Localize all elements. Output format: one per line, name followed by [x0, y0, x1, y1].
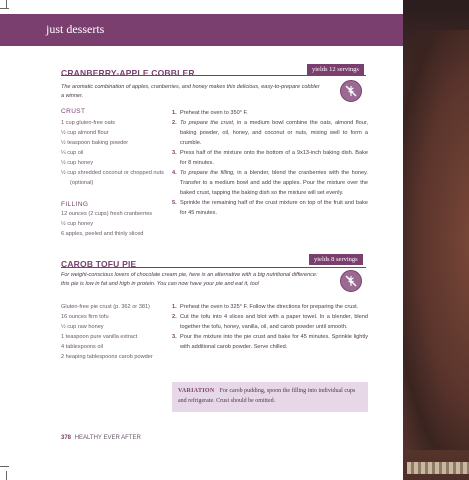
method-step: 1. Preheat the oven to 325° F. Follow the directions for preparing the crust. — [172, 304, 359, 310]
gluten-free-icon — [340, 80, 362, 102]
ingredient-item: 1 cup gluten-free oats — [61, 120, 116, 126]
ingredient-list — [61, 118, 167, 188]
ingredient-item: 6 apples, peeled and thinly sliced — [61, 231, 144, 237]
ingredient-item: ½ teaspoon baking powder — [61, 140, 129, 146]
method-step: 4. To prepare the filling, in a blender, blend the cranberries with the honey. Transfer to a medium bowl and add the apples. Pour the mixture over the baked crust, tapping the baking dish so the mixture will set evenly. — [172, 170, 368, 196]
yields-badge: yields 8 servings — [309, 254, 363, 265]
book-title: HEALTHY EVER AFTER — [74, 435, 141, 441]
method-step: 3. Pour the mixture into the pie crust and bake for 45 minutes. Sprinkle lightly with additional carob powder. Serve chilled. — [172, 334, 368, 350]
recipe-title: CAROB TOFU PIE — [61, 259, 137, 269]
ingredient-heading: CRUST — [61, 108, 86, 115]
ingredient-item: ¼ cup oil — [61, 150, 84, 156]
ingredient-list — [61, 302, 167, 362]
crop-mark — [6, 471, 7, 480]
yields-badge: yields 12 servings — [307, 64, 364, 75]
ingredient-item: 2 heaping tablespoons carob powder — [61, 354, 153, 360]
pie-rim — [407, 462, 469, 474]
ingredient-item: ½ cup shredded coconut or chopped nuts (optional) — [61, 170, 164, 186]
pie-photo — [403, 0, 469, 480]
ingredient-item: ½ cup honey — [61, 221, 94, 227]
crop-mark — [0, 466, 9, 467]
ingredient-item: 4 tablespoons oil — [61, 344, 103, 350]
ingredient-item: ½ cup raw honey — [61, 324, 104, 330]
method-step: 2. To prepare the crust, in a medium bowl combine the oats, almond flour, baking powder, oil, honey, and coconut or nuts, mixing well to form a crumble. — [172, 120, 368, 146]
ingredient-item: 16 ounces firm tofu — [61, 314, 109, 320]
method-step: 1. Preheat the oven to 350° F. — [172, 110, 248, 116]
page-number: 378 — [61, 435, 72, 441]
ingredient-item: 1 teaspoon pure vanilla extract — [61, 334, 138, 340]
gluten-free-icon — [340, 270, 362, 292]
ingredient-list — [61, 209, 167, 239]
section-title: just desserts — [46, 22, 105, 36]
page-footer — [61, 435, 141, 441]
variation-box — [172, 382, 368, 412]
ingredient-heading: FILLING — [61, 201, 89, 208]
method-step: 5. Sprinkle the remaining half of the crust mixture on top of the fruit and bake for 45 minutes. — [172, 200, 368, 216]
pie-crust-shading — [403, 30, 469, 450]
method-step: 2. Cut the tofu into 4 slices and blot with a paper towel. In a blender, blend together the tofu, honey, vanilla, oil, and carob powder until smooth. — [172, 314, 368, 330]
variation-text: For carob pudding, spoon the filling into individual cups and refrigerate. Crust should be omitted. — [178, 388, 356, 404]
method-steps — [172, 302, 368, 352]
ingredient-item: ½ cup almond flour — [61, 130, 109, 136]
ingredient-item: Gluten-free pie crust (p. 362 or 381) — [61, 304, 150, 310]
recipe-intro: The aromatic combination of apples, cranberries, and honey makes this delicious, easy-to-prepare cobbler a winner. — [61, 84, 320, 99]
recipe-title: CRANBERRY-APPLE COBBLER — [61, 68, 195, 78]
crop-mark — [0, 8, 9, 9]
ingredient-item: ½ cup honey — [61, 160, 94, 166]
method-steps — [172, 108, 368, 218]
ingredient-item: 12 ounces (2 cups) fresh cranberries — [61, 211, 153, 217]
recipe-intro: For weight-conscious lovers of chocolate cream pie, here is an alternative with a big nutritional difference: this pie is low in fat and high in protein. You can now have your pie and eat it, too! — [61, 272, 318, 287]
method-step: 3. Press half of the mixture onto the bottom of a 9x13-inch baking dish. Bake for 8 minutes. — [172, 150, 368, 166]
variation-label: VARIATION — [178, 388, 215, 394]
